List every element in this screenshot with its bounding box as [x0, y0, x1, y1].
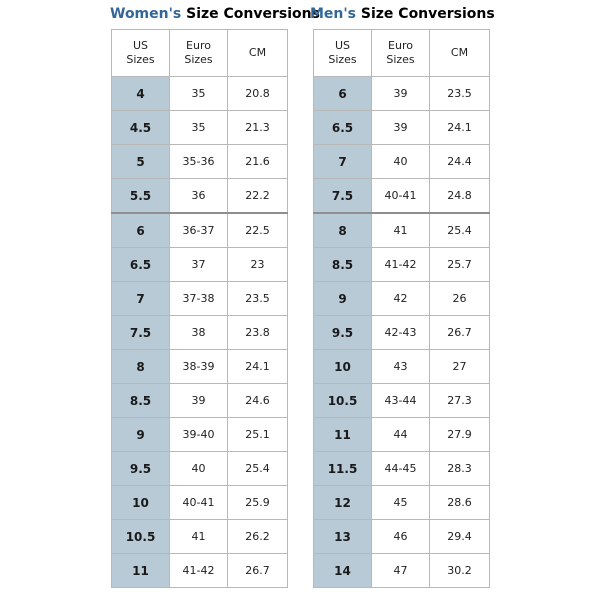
table-row	[314, 452, 490, 486]
table-row	[112, 350, 288, 384]
us-size-cell: 10	[112, 486, 170, 520]
us-size-cell: 8.5	[314, 248, 372, 282]
header-cm: CM	[430, 30, 490, 77]
euro-size-cell: 40	[372, 145, 430, 179]
cm-cell: 25.7	[430, 248, 490, 282]
us-size-cell: 4	[112, 77, 170, 111]
mens-heading-gender: Men's	[310, 6, 357, 22]
us-size-cell: 6	[314, 77, 372, 111]
us-size-cell: 7.5	[112, 316, 170, 350]
cm-cell: 20.8	[228, 77, 288, 111]
euro-size-cell: 37-38	[170, 282, 228, 316]
table-row	[314, 145, 490, 179]
table-header-row	[314, 30, 490, 77]
euro-size-cell: 41	[170, 520, 228, 554]
table-row	[314, 316, 490, 350]
euro-size-cell: 36	[170, 179, 228, 214]
cm-cell: 24.1	[430, 111, 490, 145]
us-size-cell: 11.5	[314, 452, 372, 486]
cm-cell: 26	[430, 282, 490, 316]
us-size-cell: 10.5	[314, 384, 372, 418]
header-us-sizes: US Sizes	[112, 30, 170, 77]
cm-cell: 21.3	[228, 111, 288, 145]
us-size-cell: 14	[314, 554, 372, 588]
cm-cell: 25.1	[228, 418, 288, 452]
euro-size-cell: 40	[170, 452, 228, 486]
euro-size-cell: 35	[170, 77, 228, 111]
cm-cell: 26.7	[430, 316, 490, 350]
table-row	[112, 520, 288, 554]
cm-cell: 28.6	[430, 486, 490, 520]
table-header-row	[112, 30, 288, 77]
table-row	[314, 248, 490, 282]
euro-size-cell: 45	[372, 486, 430, 520]
table-row	[314, 77, 490, 111]
us-size-cell: 8.5	[112, 384, 170, 418]
us-size-cell: 5	[112, 145, 170, 179]
cm-cell: 25.4	[228, 452, 288, 486]
womens-heading-rest: Size Conversions	[181, 6, 320, 22]
us-size-cell: 7	[112, 282, 170, 316]
us-size-cell: 6.5	[112, 248, 170, 282]
table-row	[112, 282, 288, 316]
cm-cell: 27.3	[430, 384, 490, 418]
header-euro-sizes: Euro Sizes	[170, 30, 228, 77]
euro-size-cell: 43-44	[372, 384, 430, 418]
cm-cell: 24.6	[228, 384, 288, 418]
euro-size-cell: 35	[170, 111, 228, 145]
table-row	[314, 384, 490, 418]
header-us-sizes: US Sizes	[314, 30, 372, 77]
euro-size-cell: 35-36	[170, 145, 228, 179]
us-size-cell: 12	[314, 486, 372, 520]
womens-size-table	[111, 29, 288, 588]
us-size-cell: 9	[314, 282, 372, 316]
womens-heading-gender: Women's	[110, 6, 182, 22]
table-row	[112, 384, 288, 418]
table-row	[314, 418, 490, 452]
womens-heading	[110, 5, 320, 23]
table-row	[112, 554, 288, 588]
us-size-cell: 7	[314, 145, 372, 179]
euro-size-cell: 41-42	[372, 248, 430, 282]
cm-cell: 22.2	[228, 179, 288, 214]
cm-cell: 23.5	[228, 282, 288, 316]
euro-size-cell: 40-41	[170, 486, 228, 520]
us-size-cell: 6.5	[314, 111, 372, 145]
euro-size-cell: 44	[372, 418, 430, 452]
us-size-cell: 9	[112, 418, 170, 452]
cm-cell: 22.5	[228, 213, 288, 248]
cm-cell: 27.9	[430, 418, 490, 452]
table-row	[112, 316, 288, 350]
table-row	[112, 486, 288, 520]
us-size-cell: 10.5	[112, 520, 170, 554]
euro-size-cell: 36-37	[170, 213, 228, 248]
cm-cell: 28.3	[430, 452, 490, 486]
table-row	[112, 452, 288, 486]
euro-size-cell: 38	[170, 316, 228, 350]
euro-size-cell: 39	[170, 384, 228, 418]
us-size-cell: 9.5	[112, 452, 170, 486]
euro-size-cell: 47	[372, 554, 430, 588]
table-row	[112, 418, 288, 452]
table-row	[112, 111, 288, 145]
euro-size-cell: 43	[372, 350, 430, 384]
euro-size-cell: 39	[372, 111, 430, 145]
us-size-cell: 11	[314, 418, 372, 452]
table-row	[314, 350, 490, 384]
table-row	[112, 213, 288, 248]
euro-size-cell: 40-41	[372, 179, 430, 214]
cm-cell: 24.8	[430, 179, 490, 214]
header-euro-sizes: Euro Sizes	[372, 30, 430, 77]
euro-size-cell: 42	[372, 282, 430, 316]
table-row	[112, 179, 288, 214]
euro-size-cell: 46	[372, 520, 430, 554]
euro-size-cell: 39	[372, 77, 430, 111]
cm-cell: 23.8	[228, 316, 288, 350]
cm-cell: 25.9	[228, 486, 288, 520]
mens-heading	[310, 5, 495, 23]
table-row	[314, 179, 490, 214]
cm-cell: 30.2	[430, 554, 490, 588]
euro-size-cell: 41	[372, 213, 430, 248]
euro-size-cell: 44-45	[372, 452, 430, 486]
euro-size-cell: 39-40	[170, 418, 228, 452]
table-row	[112, 248, 288, 282]
cm-cell: 23.5	[430, 77, 490, 111]
cm-cell: 29.4	[430, 520, 490, 554]
us-size-cell: 8	[112, 350, 170, 384]
us-size-cell: 9.5	[314, 316, 372, 350]
us-size-cell: 11	[112, 554, 170, 588]
us-size-cell: 10	[314, 350, 372, 384]
cm-cell: 21.6	[228, 145, 288, 179]
cm-cell: 25.4	[430, 213, 490, 248]
us-size-cell: 7.5	[314, 179, 372, 214]
table-row	[314, 520, 490, 554]
table-row	[314, 554, 490, 588]
table-row	[314, 282, 490, 316]
table-row	[314, 213, 490, 248]
euro-size-cell: 41-42	[170, 554, 228, 588]
mens-heading-rest: Size Conversions	[356, 6, 495, 22]
cm-cell: 24.4	[430, 145, 490, 179]
cm-cell: 26.2	[228, 520, 288, 554]
header-cm: CM	[228, 30, 288, 77]
cm-cell: 23	[228, 248, 288, 282]
euro-size-cell: 42-43	[372, 316, 430, 350]
euro-size-cell: 38-39	[170, 350, 228, 384]
cm-cell: 26.7	[228, 554, 288, 588]
us-size-cell: 4.5	[112, 111, 170, 145]
us-size-cell: 13	[314, 520, 372, 554]
cm-cell: 24.1	[228, 350, 288, 384]
us-size-cell: 5.5	[112, 179, 170, 214]
us-size-cell: 8	[314, 213, 372, 248]
table-row	[314, 486, 490, 520]
us-size-cell: 6	[112, 213, 170, 248]
mens-size-table	[313, 29, 490, 588]
table-row	[112, 77, 288, 111]
table-row	[112, 145, 288, 179]
euro-size-cell: 37	[170, 248, 228, 282]
cm-cell: 27	[430, 350, 490, 384]
table-row	[314, 111, 490, 145]
